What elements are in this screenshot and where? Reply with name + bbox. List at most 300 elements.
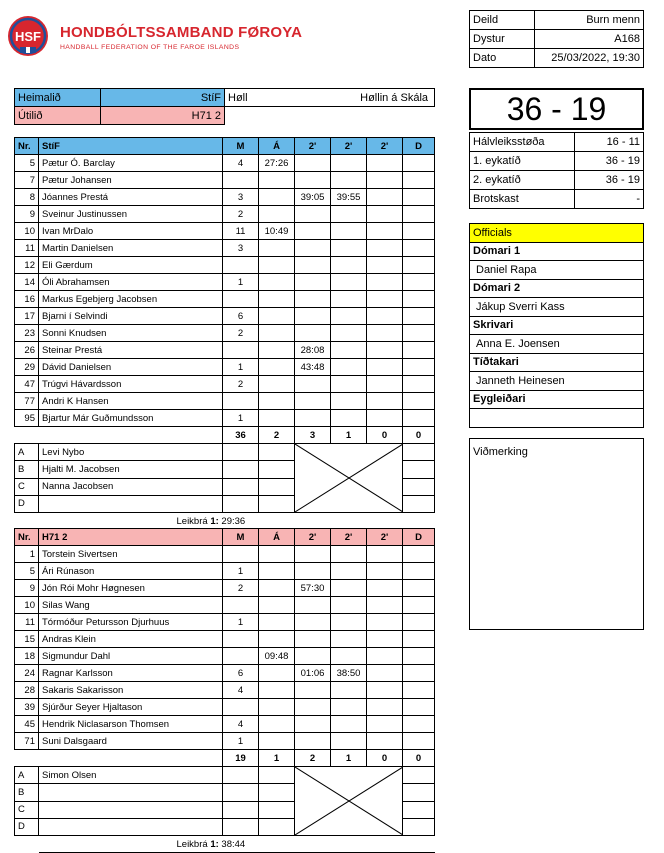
timeout-row — [15, 513, 435, 530]
match-info-label: Deild — [470, 11, 535, 30]
goals: 1 — [223, 563, 259, 580]
crossed-cell — [295, 767, 403, 836]
player-number: 15 — [15, 631, 39, 648]
player-name: Martin Danielsen — [39, 240, 223, 257]
warning — [259, 733, 295, 750]
disqualification — [403, 172, 435, 189]
roster-header-row — [15, 138, 435, 155]
goals — [223, 546, 259, 563]
player-number: 11 — [15, 240, 39, 257]
suspension — [331, 648, 367, 665]
player-row — [15, 410, 435, 427]
player-row — [15, 325, 435, 342]
total-value: 0 — [367, 427, 403, 444]
total-value: 0 — [403, 427, 435, 444]
player-row — [15, 189, 435, 206]
final-score: 36 - 19 — [469, 88, 644, 130]
suspension — [367, 342, 403, 359]
team-official-letter: D — [15, 818, 39, 835]
player-name: Bjarni í Selvindi — [39, 308, 223, 325]
suspension — [331, 359, 367, 376]
suspension — [331, 614, 367, 631]
player-row — [15, 699, 435, 716]
match-info-value: A168 — [535, 30, 644, 49]
suspension — [367, 699, 403, 716]
timeout-label: Leikbrá — [176, 515, 208, 527]
player-name: Trúgvi Hávardsson — [39, 376, 223, 393]
suspension: 57:30 — [295, 580, 331, 597]
disqualification — [403, 291, 435, 308]
player-number: 12 — [15, 257, 39, 274]
disqualification — [403, 376, 435, 393]
suspension — [331, 308, 367, 325]
score-value: 16 - 11 — [575, 133, 644, 152]
goals — [223, 172, 259, 189]
suspension — [295, 631, 331, 648]
player-number: 18 — [15, 648, 39, 665]
suspension — [331, 699, 367, 716]
disqualification — [403, 699, 435, 716]
team-official-letter: C — [15, 801, 39, 818]
player-number: 10 — [15, 223, 39, 240]
column-header: Nr. — [15, 529, 39, 546]
official-name: Jákup Sverri Kass — [470, 298, 644, 317]
goals: 1 — [223, 733, 259, 750]
total-value: 3 — [295, 427, 331, 444]
player-name: Markus Egebjerg Jacobsen — [39, 291, 223, 308]
away-roster-table — [14, 528, 435, 853]
official-name: Anna E. Joensen — [470, 335, 644, 354]
goals: 11 — [223, 223, 259, 240]
suspension — [367, 665, 403, 682]
federation-subtitle: HANDBALL FEDERATION OF THE FAROE ISLANDS — [60, 44, 240, 51]
player-name: Sjúrður Seyer Hjaltason — [39, 699, 223, 716]
team-official-name: Hjalti M. Jacobsen — [39, 461, 223, 478]
column-header: Á — [259, 138, 295, 155]
goals: 2 — [223, 580, 259, 597]
suspension — [295, 563, 331, 580]
suspension — [331, 206, 367, 223]
score-label: 1. eykatíð — [470, 152, 575, 171]
match-info-value: Burn menn — [535, 11, 644, 30]
suspension — [367, 393, 403, 410]
warning — [259, 240, 295, 257]
notes-label: Viðmerking — [473, 446, 528, 458]
warning — [259, 172, 295, 189]
player-number: 10 — [15, 597, 39, 614]
player-name: Ári Rúnason — [39, 563, 223, 580]
player-name: Silas Wang — [39, 597, 223, 614]
official-name: Janneth Heinesen — [470, 372, 644, 391]
column-header: M — [223, 138, 259, 155]
disqualification — [403, 580, 435, 597]
home-roster-table — [14, 137, 435, 530]
suspension — [367, 155, 403, 172]
player-number: 95 — [15, 410, 39, 427]
player-row — [15, 342, 435, 359]
timeout-cell — [39, 836, 435, 853]
team-official-letter: B — [15, 461, 39, 478]
disqualification — [403, 716, 435, 733]
suspension — [367, 359, 403, 376]
team-official-name: Simon Olsen — [39, 767, 223, 784]
suspension — [367, 563, 403, 580]
official-role: Eygleiðari — [470, 390, 644, 409]
goals — [223, 291, 259, 308]
suspension — [367, 325, 403, 342]
match-info-value: 25/03/2022, 19:30 — [535, 49, 644, 68]
away-label: Útilið — [15, 107, 101, 125]
suspension — [367, 597, 403, 614]
suspension — [367, 257, 403, 274]
warning — [259, 376, 295, 393]
team-official-row — [15, 444, 435, 461]
cross-mark — [295, 444, 403, 512]
player-name: Sonni Knudsen — [39, 325, 223, 342]
player-number: 5 — [15, 563, 39, 580]
disqualification — [403, 240, 435, 257]
player-row — [15, 682, 435, 699]
team-official-letter: C — [15, 478, 39, 495]
warning — [259, 546, 295, 563]
suspension — [331, 155, 367, 172]
goals: 6 — [223, 665, 259, 682]
player-row — [15, 648, 435, 665]
goals: 2 — [223, 206, 259, 223]
player-row — [15, 359, 435, 376]
suspension — [331, 376, 367, 393]
player-name: Ragnar Karlsson — [39, 665, 223, 682]
suspension — [295, 682, 331, 699]
official-role: Tíðtakari — [470, 353, 644, 372]
timeout-label: Leikbrá — [176, 838, 208, 850]
total-value: 0 — [367, 750, 403, 767]
disqualification — [403, 648, 435, 665]
column-header: 2' — [331, 529, 367, 546]
suspension — [331, 393, 367, 410]
player-number: 77 — [15, 393, 39, 410]
player-number: 9 — [15, 206, 39, 223]
match-info-row — [470, 30, 644, 49]
warning — [259, 274, 295, 291]
player-number: 29 — [15, 359, 39, 376]
warning — [259, 597, 295, 614]
suspension — [331, 257, 367, 274]
team-official-letter: A — [15, 444, 39, 461]
team-official-name — [39, 818, 223, 835]
player-name: Sigmundur Dahl — [39, 648, 223, 665]
suspension — [295, 325, 331, 342]
player-row — [15, 206, 435, 223]
disqualification — [403, 359, 435, 376]
player-row — [15, 274, 435, 291]
player-row — [15, 240, 435, 257]
player-number: 14 — [15, 274, 39, 291]
suspension — [331, 291, 367, 308]
official-role: Skrivari — [470, 316, 644, 335]
suspension — [295, 410, 331, 427]
suspension — [367, 410, 403, 427]
player-row — [15, 376, 435, 393]
goals — [223, 648, 259, 665]
score-label: 2. eykatíð — [470, 171, 575, 190]
home-team-name: StíF — [101, 89, 225, 107]
warning: 10:49 — [259, 223, 295, 240]
disqualification — [403, 614, 435, 631]
suspension — [295, 257, 331, 274]
warning — [259, 206, 295, 223]
hall-label: Høll — [228, 91, 248, 104]
goals: 1 — [223, 274, 259, 291]
suspension — [295, 699, 331, 716]
player-name: Sakaris Sakarisson — [39, 682, 223, 699]
suspension — [295, 614, 331, 631]
column-header: 2' — [295, 138, 331, 155]
suspension — [367, 308, 403, 325]
suspension — [295, 648, 331, 665]
officials-title: Officials — [470, 224, 644, 243]
player-number: 8 — [15, 189, 39, 206]
suspension — [331, 342, 367, 359]
team-official-name — [39, 801, 223, 818]
official-name — [470, 409, 644, 428]
player-number: 71 — [15, 733, 39, 750]
warning — [259, 393, 295, 410]
goals: 4 — [223, 155, 259, 172]
match-info-row — [470, 11, 644, 30]
suspension — [331, 546, 367, 563]
goals — [223, 393, 259, 410]
disqualification — [403, 410, 435, 427]
suspension — [331, 410, 367, 427]
player-number: 17 — [15, 308, 39, 325]
disqualification — [403, 308, 435, 325]
suspension — [331, 733, 367, 750]
disqualification — [403, 342, 435, 359]
player-number: 16 — [15, 291, 39, 308]
total-value: 36 — [223, 427, 259, 444]
disqualification — [403, 325, 435, 342]
score-value: 36 - 19 — [575, 152, 644, 171]
warning — [259, 359, 295, 376]
team-official-name — [39, 495, 223, 512]
goals: 3 — [223, 240, 259, 257]
suspension — [367, 546, 403, 563]
warning — [259, 716, 295, 733]
player-row — [15, 257, 435, 274]
disqualification — [403, 189, 435, 206]
suspension — [295, 546, 331, 563]
disqualification — [403, 682, 435, 699]
roster-header-row — [15, 529, 435, 546]
suspension — [295, 274, 331, 291]
suspension — [367, 172, 403, 189]
suspension — [295, 155, 331, 172]
player-number: 39 — [15, 699, 39, 716]
disqualification — [403, 274, 435, 291]
suspension — [331, 274, 367, 291]
suspension — [367, 291, 403, 308]
suspension: 28:08 — [295, 342, 331, 359]
score-value: - — [575, 190, 644, 209]
goals: 1 — [223, 410, 259, 427]
player-name: Eli Gærdum — [39, 257, 223, 274]
player-number: 1 — [15, 546, 39, 563]
suspension — [331, 631, 367, 648]
disqualification — [403, 733, 435, 750]
warning — [259, 291, 295, 308]
warning: 27:26 — [259, 155, 295, 172]
official-name: Daniel Rapa — [470, 261, 644, 280]
player-number: 5 — [15, 155, 39, 172]
column-header: 2' — [295, 529, 331, 546]
suspension — [367, 716, 403, 733]
total-value: 2 — [295, 750, 331, 767]
warning — [259, 580, 295, 597]
disqualification — [403, 257, 435, 274]
player-name: Tórmóður Petursson Djurhuus — [39, 614, 223, 631]
logo-lettering: HSF — [15, 29, 41, 44]
total-value: 1 — [331, 750, 367, 767]
team-official-letter: D — [15, 495, 39, 512]
column-header: 2' — [331, 138, 367, 155]
suspension — [331, 716, 367, 733]
warning — [259, 189, 295, 206]
officials-table — [469, 223, 644, 428]
suspension — [295, 733, 331, 750]
player-number: 9 — [15, 580, 39, 597]
goals: 1 — [223, 359, 259, 376]
suspension — [331, 223, 367, 240]
player-row — [15, 563, 435, 580]
timeout-row — [15, 836, 435, 853]
home-label: Heimalið — [15, 89, 101, 107]
suspension — [367, 631, 403, 648]
score-label: Hálvleiksstøða — [470, 133, 575, 152]
warning — [259, 614, 295, 631]
player-number: 47 — [15, 376, 39, 393]
player-name: Andri K Hansen — [39, 393, 223, 410]
away-team-name: H71 2 — [101, 107, 225, 125]
suspension — [367, 682, 403, 699]
player-row — [15, 614, 435, 631]
goals: 2 — [223, 376, 259, 393]
suspension: 38:50 — [331, 665, 367, 682]
timeout-number: 1: — [210, 838, 219, 850]
suspension — [331, 682, 367, 699]
suspension — [331, 240, 367, 257]
suspension — [295, 376, 331, 393]
goals: 2 — [223, 325, 259, 342]
official-role: Dómari 1 — [470, 242, 644, 261]
player-number: 24 — [15, 665, 39, 682]
warning — [259, 665, 295, 682]
goals: 4 — [223, 682, 259, 699]
warning — [259, 257, 295, 274]
column-header: 2' — [367, 138, 403, 155]
player-name: Óli Abrahamsen — [39, 274, 223, 291]
disqualification — [403, 563, 435, 580]
suspension — [295, 206, 331, 223]
match-info-label: Dato — [470, 49, 535, 68]
teams-table — [14, 88, 435, 125]
goals — [223, 597, 259, 614]
warning — [259, 699, 295, 716]
suspension — [331, 172, 367, 189]
player-row — [15, 597, 435, 614]
suspension — [367, 189, 403, 206]
suspension — [367, 580, 403, 597]
timeout-time: 38:44 — [221, 838, 246, 850]
official-role: Dómari 2 — [470, 279, 644, 298]
player-name: Steinar Prestá — [39, 342, 223, 359]
warning — [259, 563, 295, 580]
federation-logo — [6, 14, 50, 58]
player-name: Hendrik Niclasarson Thomsen — [39, 716, 223, 733]
disqualification — [403, 546, 435, 563]
player-row — [15, 308, 435, 325]
timeout-cell — [39, 513, 435, 530]
warning: 09:48 — [259, 648, 295, 665]
suspension — [295, 223, 331, 240]
suspension — [367, 240, 403, 257]
player-row — [15, 631, 435, 648]
timeout-time: 29:36 — [221, 515, 246, 527]
federation-name: HONDBÓLTSSAMBAND FØROYA — [60, 24, 303, 41]
player-name: Suni Dalsgaard — [39, 733, 223, 750]
hall-name: Høllin á Skála — [360, 91, 428, 104]
player-row — [15, 393, 435, 410]
team-official-letter: B — [15, 784, 39, 801]
suspension — [295, 597, 331, 614]
player-name: Torstein Sivertsen — [39, 546, 223, 563]
player-name: Dávid Danielsen — [39, 359, 223, 376]
disqualification — [403, 393, 435, 410]
total-value: 1 — [331, 427, 367, 444]
roster-team-name: StíF — [39, 138, 223, 155]
suspension — [367, 733, 403, 750]
player-row — [15, 665, 435, 682]
suspension — [295, 172, 331, 189]
match-info-table — [469, 10, 644, 68]
suspension: 43:48 — [295, 359, 331, 376]
roster-team-name: H71 2 — [39, 529, 223, 546]
column-header: D — [403, 138, 435, 155]
player-row — [15, 172, 435, 189]
goals — [223, 342, 259, 359]
crossed-cell — [295, 444, 403, 513]
suspension — [367, 274, 403, 291]
match-info-label: Dystur — [470, 30, 535, 49]
column-header: D — [403, 529, 435, 546]
total-value: 2 — [259, 427, 295, 444]
team-official-name: Levi Nybo — [39, 444, 223, 461]
player-name: Ivan MrDalo — [39, 223, 223, 240]
total-value: 0 — [403, 750, 435, 767]
suspension — [367, 376, 403, 393]
player-row — [15, 580, 435, 597]
player-name: Pætur Ó. Barclay — [39, 155, 223, 172]
warning — [259, 308, 295, 325]
player-name: Jón Rói Mohr Høgnesen — [39, 580, 223, 597]
column-header: Nr. — [15, 138, 39, 155]
notes-box — [469, 438, 644, 630]
team-official-letter: A — [15, 767, 39, 784]
player-row — [15, 223, 435, 240]
suspension — [331, 563, 367, 580]
score-value: 36 - 19 — [575, 171, 644, 190]
suspension — [295, 240, 331, 257]
